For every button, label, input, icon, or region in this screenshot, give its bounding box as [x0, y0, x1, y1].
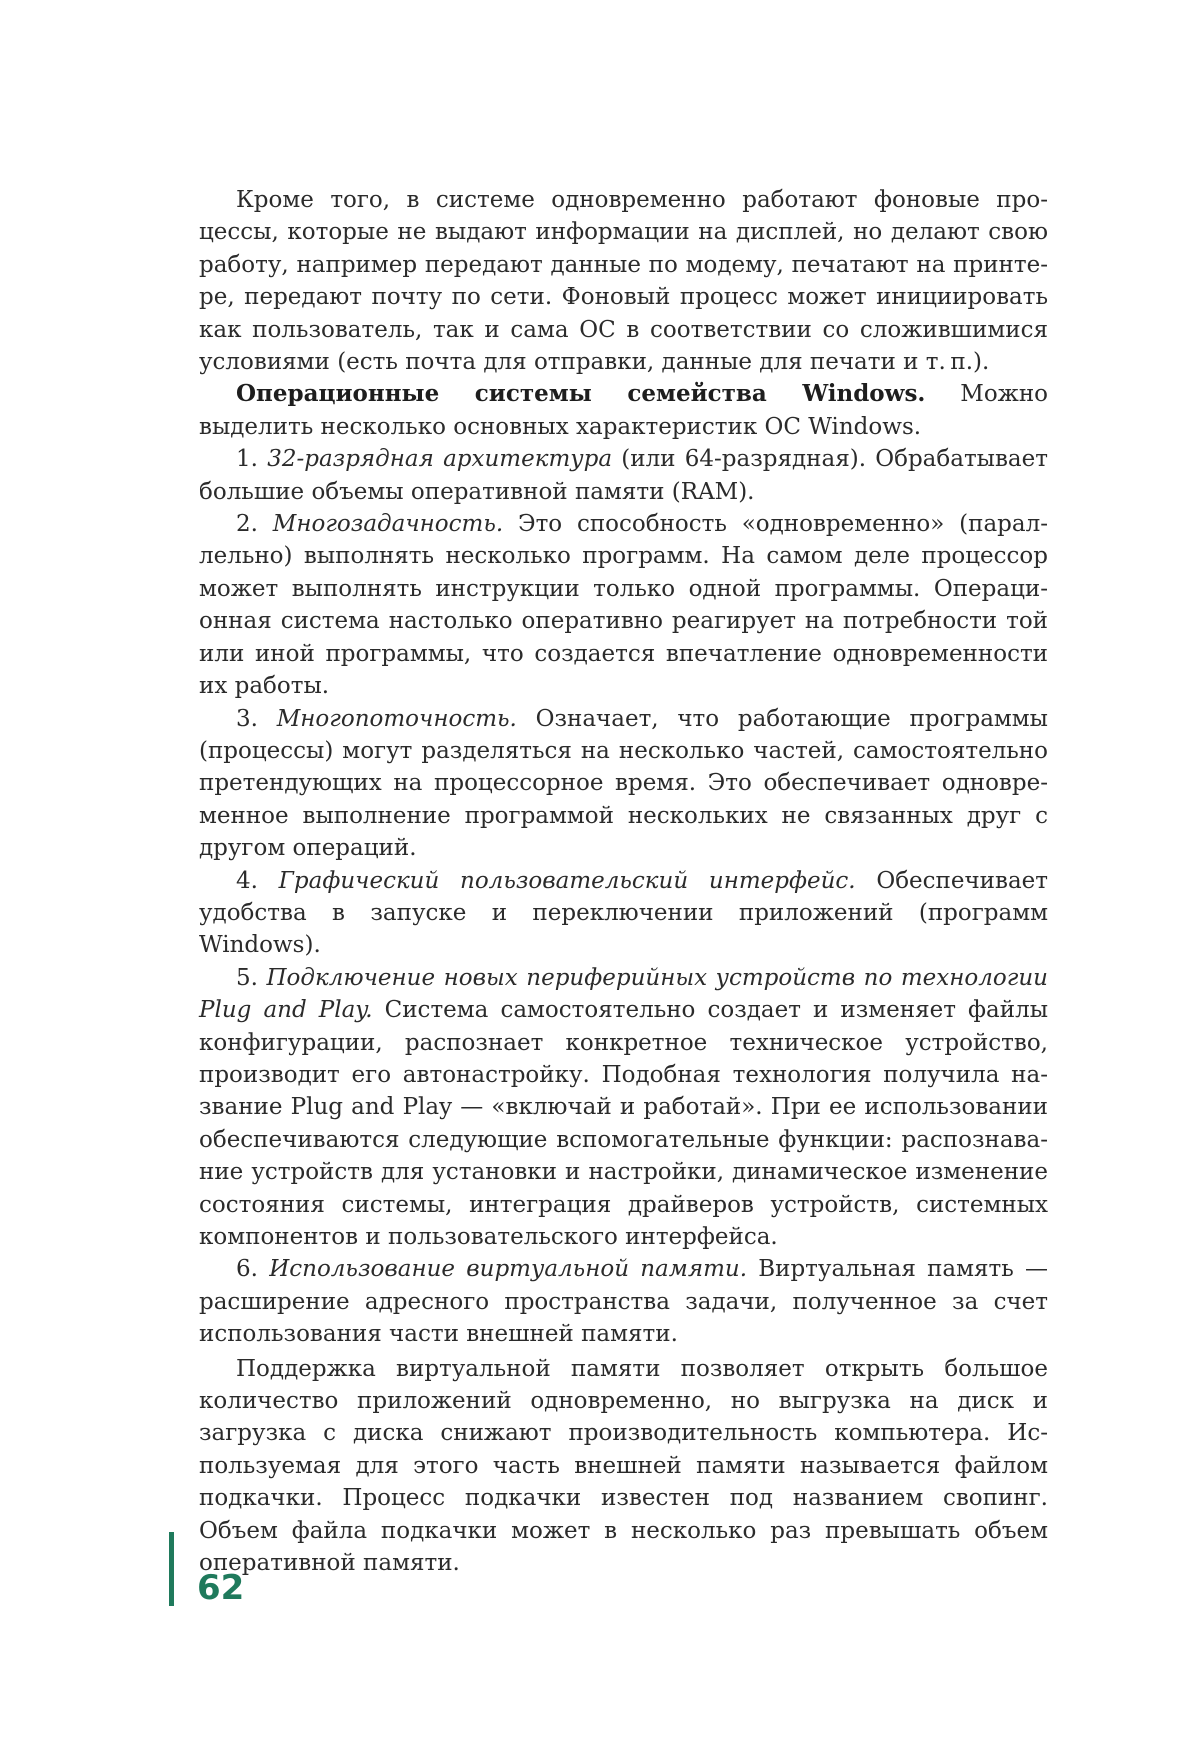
section-heading: Операционные системы семейства Windows. — [236, 380, 926, 408]
list-term: Многопоточность. — [276, 705, 517, 732]
list-item-2 — [199, 508, 1048, 702]
paragraph-text: Можно выделить несколько основных характеристик ОС Windows. — [199, 381, 1048, 440]
list-term: Подключение новых периферийных устройств по технологии Plug and Play. — [199, 964, 1048, 1024]
list-term: Использование виртуальной памяти. — [269, 1256, 747, 1283]
folio-accent-bar — [169, 1532, 174, 1606]
list-item-6 — [199, 1253, 1048, 1350]
list-description: (или 64-разрядная). Обрабатывает большие объемы оперативной памяти (RAM). — [199, 446, 1048, 505]
list-number: 4. — [236, 867, 279, 894]
list-term: Многозадачность. — [272, 511, 504, 538]
list-number: 2. — [236, 511, 273, 538]
list-description: Виртуальная память — расширение адресного пространства задачи, полученное за счет использования части внешней памяти. — [199, 1256, 1048, 1348]
paragraph-background-processes — [199, 184, 1048, 378]
list-item-3 — [199, 703, 1048, 865]
paragraph-text: Поддержка виртуальной памяти позволяет открыть большое количество приложений одновременно, но выгрузка на диск и загрузка с диска снижают производительность компьютера. Используемая для этого часть внешней памяти называется файлом подкачки. Процесс подкачки известен под названием свопинг. Объем файла подкачки может в несколько раз превышать объем оперативной памяти. — [199, 1355, 1048, 1577]
body-text — [199, 184, 1048, 1579]
list-description: Означает, что работающие программы (процессы) могут разделяться на несколько частей, самостоятельно претендующих на процессорное время. Это обеспечивает одновременное выполнение программой нескольких не связанных друг с другом операций. — [199, 705, 1048, 862]
list-number: 6. — [236, 1256, 270, 1283]
paragraph-windows-family — [199, 378, 1048, 443]
list-item-1 — [199, 443, 1048, 508]
list-number: 5. — [236, 964, 267, 991]
list-term: Графический пользовательский интерфейс. — [278, 867, 856, 894]
list-description: Обеспечивает удобства в запуске и переключении приложений (программ Windows). — [199, 867, 1049, 959]
list-term: 32-разрядная архитектура — [267, 446, 613, 473]
list-number: 1. — [236, 446, 268, 473]
list-number: 3. — [236, 705, 277, 732]
paragraph-virtual-memory-support — [199, 1353, 1048, 1580]
paragraph-text: Кроме того, в системе одновременно работают фоновые процессы, которые не выдают информации на дисплей, но делают свою работу, например передают данные по модему, печатают на принтере, передают почту по сети. Фоновый процесс может инициировать как пользователь, так и сама ОС в соответствии со сложившимися условиями (есть почта для отправки, данные для печати и т. п.). — [199, 187, 1048, 376]
list-item-4 — [199, 865, 1048, 962]
page-number: 62 — [197, 1568, 245, 1608]
list-item-5 — [199, 962, 1048, 1254]
list-description: Система самостоятельно создает и изменяет файлы конфигурации, распознает конкретное техническое устройство, производит его автонастройку. Подобная технология получила название Plug and Play — «включай и работай». При ее использовании обеспечиваются следующие вспомогательные функции: распознавание устройств для установки и настройки, динамическое изменение состояния системы, интеграция драйверов устройств, системных компонентов и пользовательского интерфейса. — [199, 997, 1048, 1250]
list-description: Это способность «одновременно» (параллельно) выполнять несколько программ. На самом деле процессор может выполнять инструкции только одной программы. Операционная система настолько оперативно реагирует на потребности той или иной программы, что создается впечатление одновременности их работы. — [199, 511, 1048, 700]
